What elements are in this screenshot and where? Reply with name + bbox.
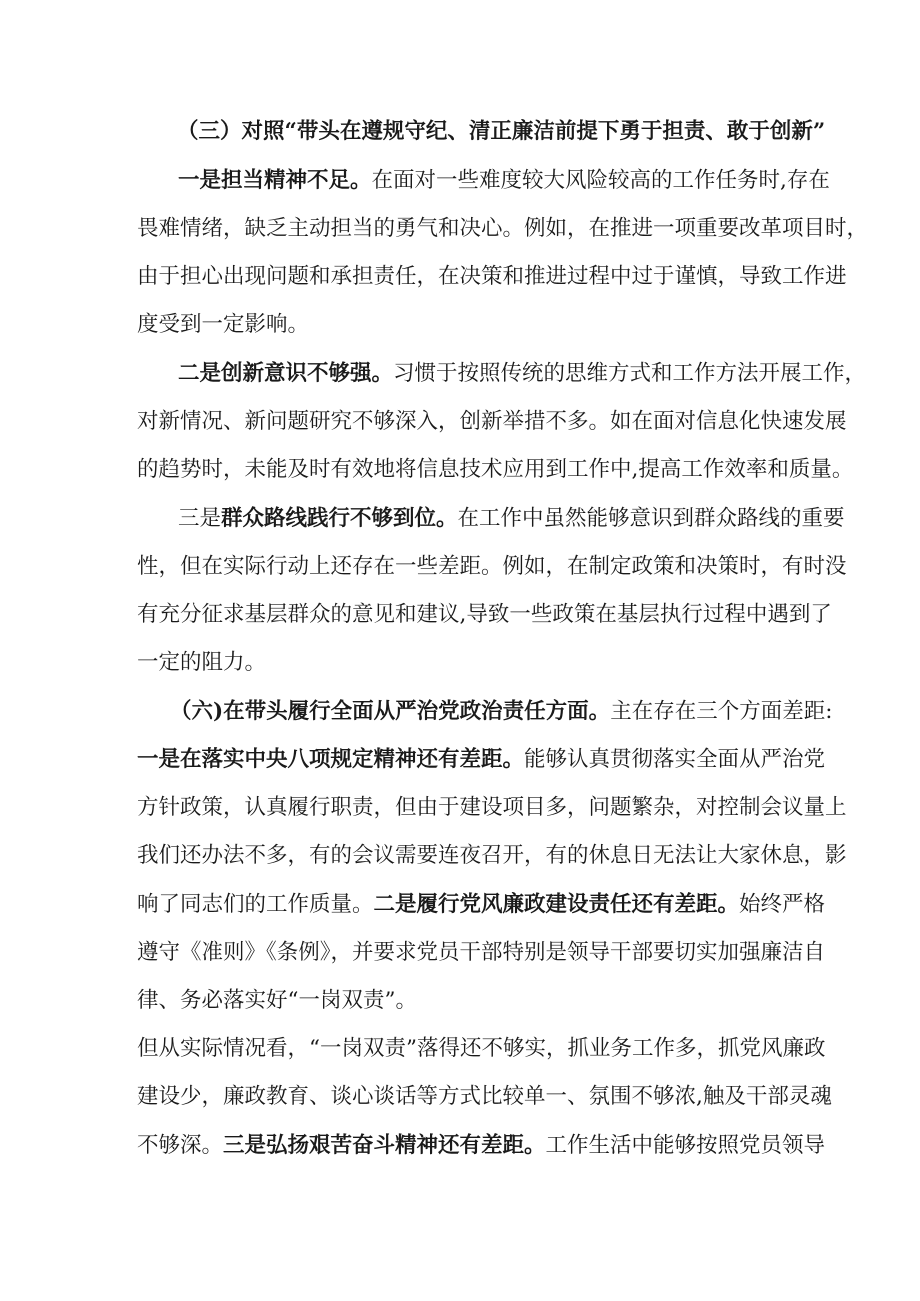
section-heading [0,697,920,727]
paragraph-text: 度受到一定影响。 [137,312,310,337]
paragraph-line [0,455,920,485]
paragraph-text: 一定的阻力。 [137,650,267,675]
paragraph-line [0,407,920,437]
paragraph-line [0,600,920,630]
paragraph-line [0,890,920,920]
paragraph-lead: 一是担当精神不足。 [178,168,372,193]
section-heading-text: 主在存在三个方面差距: [610,699,833,724]
paragraph-text: 律、务必落实好“一岗双责”。 [137,988,417,1013]
paragraph-line [0,262,920,292]
paragraph-line [0,841,920,871]
paragraph-line [0,166,920,196]
paragraph-text: 建设少，廉政教育、谈心谈话等方式比较单一、氛围不够浓,触及干部灵魂 [137,1084,832,1109]
paragraph-text: 对新情况、新问题研究不够深入，创新举措不多。如在面对信息化快速发展 [137,409,847,434]
paragraph-text: 响了同志们的工作质量。 [137,892,374,917]
paragraph-line [0,504,920,534]
paragraph-line [0,359,920,389]
paragraph-line [0,648,920,678]
paragraph-text: 我们还办法不多，有的会议需要连夜召开，有的休息日无法让大家休息，影 [137,843,847,868]
paragraph-line [0,214,920,244]
paragraph-text: 但从实际情况看，“一岗双责”落得还不够实，抓业务工作多，抓党风廉政 [137,1036,826,1061]
paragraph-line [0,310,920,340]
section-heading-lead: （六)在带头履行全面从严治党政治责任方面。 [170,699,611,724]
paragraph-text: 在工作中虽然能够意识到群众路线的重要 [457,506,845,531]
paragraph-text: 始终严格 [739,892,826,917]
paragraph-line [0,1082,920,1112]
paragraph-line [0,986,920,1016]
paragraph-line [0,938,920,968]
section-heading-text: （三）对照“带头在遵规守纪、清正廉洁前提下勇于担责、敢于创新” [177,119,826,144]
section-heading [0,117,920,147]
paragraph-lead: 三是弘扬艰苦奋斗精神还有差距。 [223,1133,546,1158]
paragraph-line [0,793,920,823]
paragraph-lead: 一是在落实中央八项规定精神还有差距。 [137,747,525,772]
paragraph-lead-plain: 三是 [178,506,222,531]
paragraph-text: 遵守《准则》《条例》，并要求党员干部特别是领导干部要切实加强廉洁自 [137,940,826,965]
paragraph-lead: 群众路线践行不够到位。 [221,506,458,531]
paragraph-line [0,745,920,775]
paragraph-line [0,1034,920,1064]
paragraph-line [0,1131,920,1161]
paragraph-lead: 二是履行党风廉政建设责任还有差距。 [373,892,740,917]
paragraph-lead: 二是创新意识不够强。 [178,361,394,386]
paragraph-text: 畏难情绪，缺乏主动担当的勇气和决心。例如，在推进一项重要改革项目时， [137,216,869,241]
paragraph-text: 有充分征求基层群众的意见和建议,导致一些政策在基层执行过程中遇到了 [137,602,832,627]
paragraph-text: 工作生活中能够按照党员领导 [545,1133,826,1158]
paragraph-text: 的趋势时，未能及时有效地将信息技术应用到工作中,提高工作效率和质量。 [137,457,854,482]
paragraph-text: 不够深。 [137,1133,224,1158]
paragraph-line [0,552,920,582]
paragraph-text: 能够认真贯彻落实全面从严治党 [524,747,826,772]
paragraph-text: 习惯于按照传统的思维方式和工作方法开展工作， [393,361,867,386]
paragraph-text: 在面对一些难度较大风险较高的工作任务时,存在 [371,168,830,193]
paragraph-text: 由于担心出现问题和承担责任，在决策和推进过程中过于谨慎，导致工作进 [137,264,847,289]
paragraph-text: 方针政策，认真履行职责，但由于建设项目多，问题繁杂，对控制会议量上 [137,795,847,820]
paragraph-text: 性，但在实际行动上还存在一些差距。例如，在制定政策和决策时，有时没 [137,554,847,579]
